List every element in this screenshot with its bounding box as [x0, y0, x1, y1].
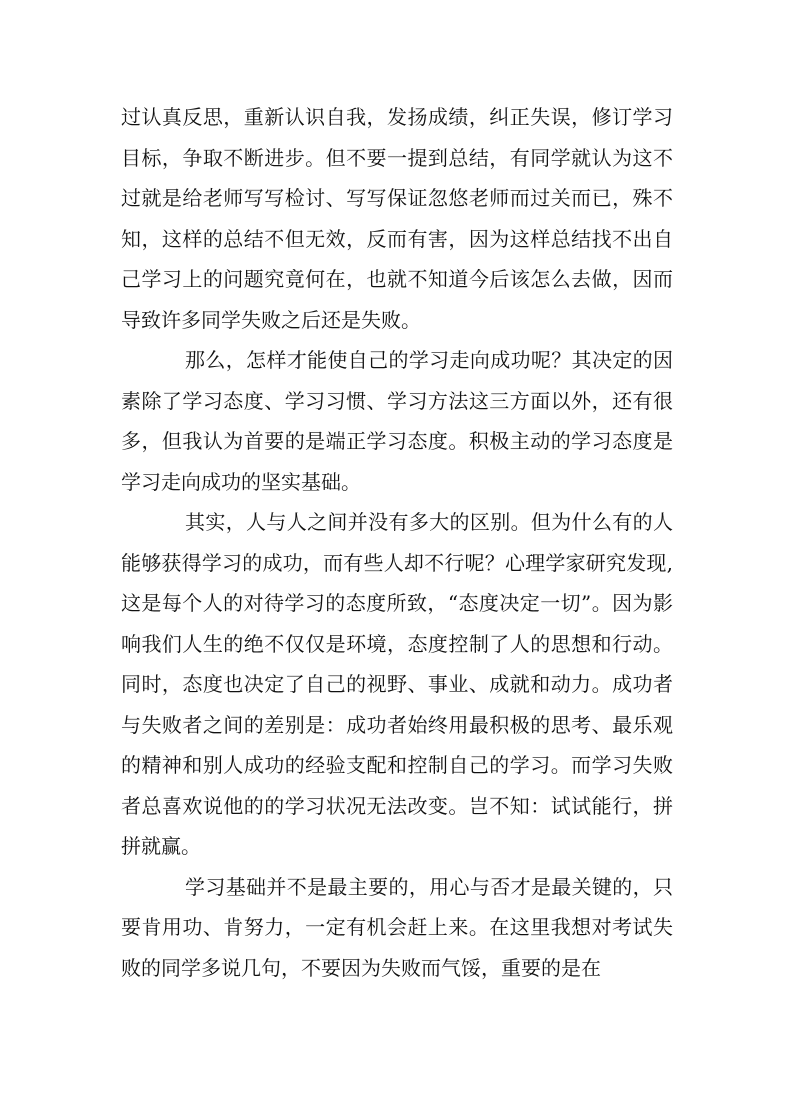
- paragraph-4: 学习基础并不是最主要的，用心与否才是最关键的，只要肯用功、肯努力，一定有机会赶上来。在这里我想对考试失败的同学多说几句，不要因为失败而气馁，重要的是在: [121, 874, 673, 980]
- paragraph-1: 过认真反思，重新认识自我，发扬成绩，纠正失误，修订学习目标，争取不断进步。但不要一提到总结，有同学就认为这不过就是给老师写写检讨、写写保证忽悠老师而过关而已，殊不知，这样的总结不但无效，反而有害，因为这样总结找不出自己学习上的问题究竟何在，也就不知道今后该怎么去做，因而导致许多同学失败之后还是失败。: [121, 105, 673, 332]
- body-text: [121, 97, 673, 988]
- paragraph-3: 其实，人与人之间并没有多大的区别。但为什么有的人能够获得学习的成功，而有些人却不行呢？心理学家研究发现,这是每个人的对待学习的态度所致，“态度决定一切”。因为影响我们人生的绝不仅仅是环境，态度控制了人的思想和行动。同时，态度也决定了自己的视野、事业、成就和动力。成功者与失败者之间的差别是：成功者始终用最积极的思考、最乐观的精神和别人成功的经验支配和控制自己的学习。而学习失败者总喜欢说他的的学习状况无法改变。岂不知：试试能行，拼拼就赢。: [121, 510, 673, 858]
- paragraph-2: 那么，怎样才能使自己的学习走向成功呢？其决定的因素除了学习态度、学习习惯、学习方法这三方面以外，还有很多，但我认为首要的是端正学习态度。积极主动的学习态度是学习走向成功的坚实基础。: [121, 348, 673, 494]
